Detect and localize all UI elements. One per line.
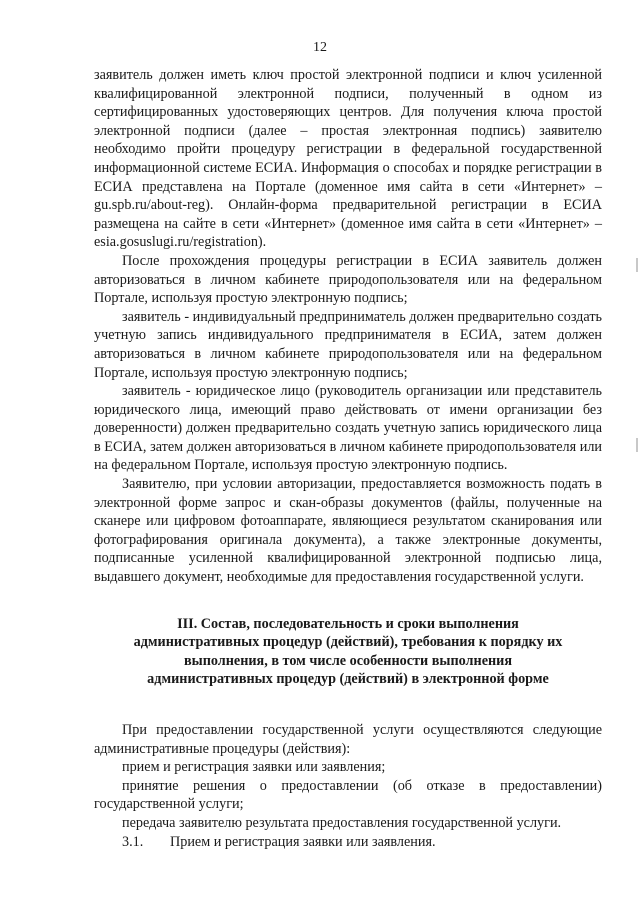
subsection-number: 3.1. xyxy=(122,833,144,850)
paragraph: заявитель - индивидуальный предприниматель должен предварительно создать учетную запись индивидуального предпринимателя в ЕСИА, затем должен авторизоваться в личном кабинете природопользователя или на федеральном Портале, используя простую электронную подпись; xyxy=(94,308,602,381)
document-body xyxy=(94,66,602,851)
paragraph: заявитель - юридическое лицо (руководитель организации или представитель юридического лица, имеющий право действовать от имени организации без доверенности) должен предварительно создать учетную запись юридического лица в ЕСИА, затем должен авторизоваться в личном кабинете природопользователя или на федеральном Портале, используя простую электронную подпись. xyxy=(94,383,602,474)
paragraph: Заявителю, при условии авторизации, предоставляется возможность подать в электронной форме запрос и скан-образы документов (файлы, полученные на сканере или цифровом фотоаппарате, являющиеся результатом сканирования или фотографирования оригинала документа), а также электронные документы, подписанные усиленной квалифицированной электронной подписью лица, выдавшего документ, необходимые для предоставления государственной услуги. xyxy=(94,476,602,586)
list-item: передача заявителю результата предоставления государственной услуги. xyxy=(122,814,562,831)
paragraph: После прохождения процедуры регистрации в ЕСИА заявитель должен авторизоваться в личном кабинете природопользователя или на федеральном Портале, используя простую электронную подпись; xyxy=(94,252,602,307)
subsection-heading xyxy=(94,833,602,852)
page-number: 12 xyxy=(313,40,327,55)
paragraph: заявитель должен иметь ключ простой электронной подписи и ключ усиленной квалифицированной электронной подписи, полученный в одном из сертифицированных удостоверяющих центров. Для получения ключа простой электронной подписи (далее – простая электронная подпись) заявителю необходимо пройти процедуру регистрации в федеральной государственной информационной системе ЕСИА. Информация о способах и порядке регистрации в ЕСИА представлена на Портале (доменное имя сайта в сети «Интернет» – gu.spb.ru/about-reg). Онлайн-форма предварительной регистрации в ЕСИА размещена на сайте в сети «Интернет» (доменное имя сайта в сети «Интернет» – esia.gosuslugi.ru/registration). xyxy=(94,67,602,251)
scan-margin-mark xyxy=(636,258,638,272)
subsection-title: Прием и регистрация заявки или заявления. xyxy=(170,833,436,850)
list-item: прием и регистрация заявки или заявления; xyxy=(122,759,386,776)
section-heading: III. Состав, последовательность и сроки выполнения административных процедур (действий), требования к порядку их выполнения, в том числе особенности выполнения административных процедур (действий) в электронной форме xyxy=(133,615,563,688)
list-item: принятие решения о предоставлении (об отказе в предоставлении) государственной услуги; xyxy=(94,777,602,813)
scan-margin-mark xyxy=(636,438,638,452)
paragraph: При предоставлении государственной услуги осуществляются следующие административные процедуры (действия): xyxy=(94,722,602,757)
